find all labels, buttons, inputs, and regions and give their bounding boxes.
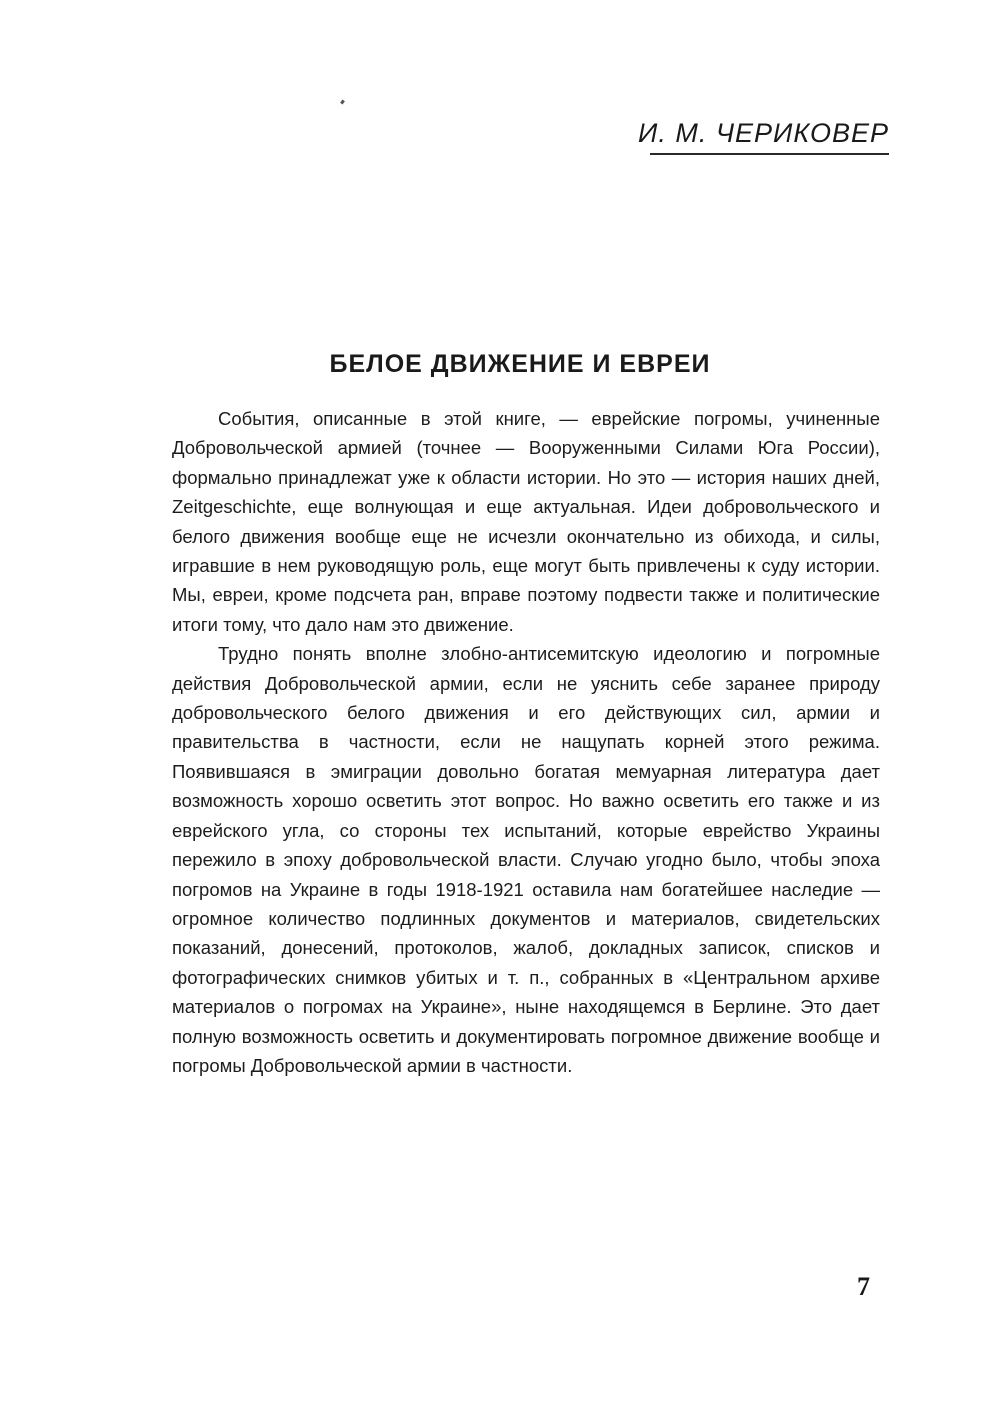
author-name: И. М. ЧЕРИКОВЕР <box>638 118 889 148</box>
paragraph-2: Трудно понять вполне злобно-антисемитскую идеологию и погромные действия Добровольческой армии, если не уяснить себе заранее природу добровольческого белого движения и его действующих сил, армии и правительства в частности, если не нащупать корней этого режима. Появившаяся в эмиграции довольно богатая мемуарная литература дает возможность хорошо осветить этот вопрос. Но важно осветить его также и из еврейского угла, со стороны тех испытаний, которые еврейство Украины пережило в эпоху добровольческой власти. Случаю угодно было, чтобы эпоха погромов на Украине в годы 1918-1921 оставила нам богатейшее наследие — огромное количество подлинных документов и материалов, свидетельских показаний, донесений, протоколов, жалоб, докладных записок, списков и фотографических снимков убитых и т. п., собранных в «Центральном архиве материалов о погромах на Украине», ныне находящемся в Берлине. Это дает полную возможность осветить и документировать погромное движение вообще и погромы Добровольческой армии в частности. <box>172 643 880 1076</box>
paragraph-1: События, описанные в этой книге, — еврейские погромы, учиненные Добровольческой армией (точнее — Вооруженными Силами Юга России), формально принадлежат уже к области истории. Но это — история наших дней, Zeitgeschichte, еще волнующая и еще актуальная. Идеи добровольческого и белого движения вообще еще не исчезли окончательно из обихода, и силы, игравшие в нем руководящую роль, еще могут быть привлечены к суду истории. Мы, евреи, кроме подсчета ран, вправе поэтому подвести также и политические итоги тому, что дало нам это движение. <box>172 408 880 635</box>
article-title: БЕЛОЕ ДВИЖЕНИЕ И ЕВРЕИ <box>329 350 711 378</box>
scan-speck <box>340 100 345 105</box>
author-underline <box>650 153 889 155</box>
page-number: 7 <box>857 1272 870 1301</box>
article-body <box>172 404 880 1080</box>
